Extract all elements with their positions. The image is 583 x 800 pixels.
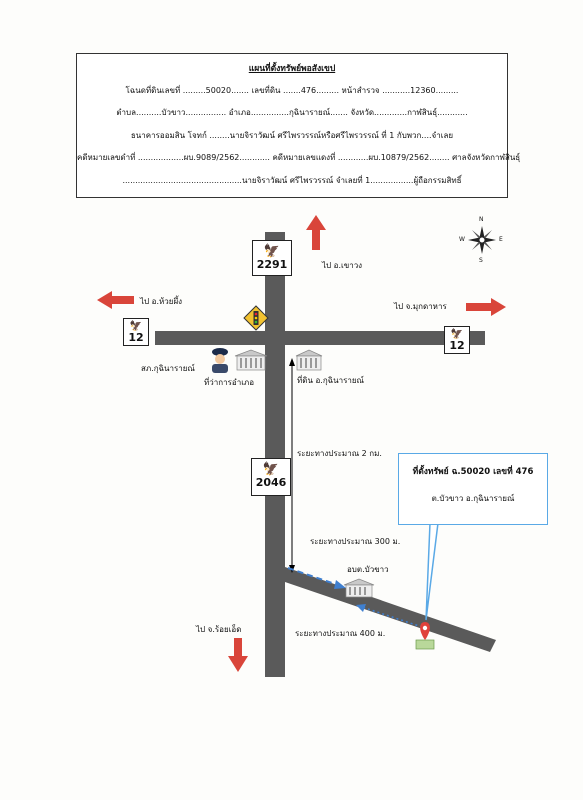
route-12-left-label: 12	[128, 331, 144, 344]
arrow-right-red	[466, 298, 506, 316]
route-12-right-shield	[444, 326, 470, 354]
property-callout-box	[398, 453, 548, 525]
header-case-line: คดีหมายเลขดำที่ ..................ผบ.9089/2562............ คดีหมายเลขแดงที่ ............ผบ.10879/2562........ ศาลจังหวัดกาฬสินธุ์	[77, 153, 521, 162]
garuda-emblem-icon: 🦅	[129, 321, 143, 332]
arrow-left-red	[97, 291, 134, 309]
callout-pointer	[426, 523, 438, 620]
compass-e: E	[499, 236, 503, 243]
arrow-up-red	[306, 215, 326, 250]
callout-title: ที่ตั้งทรัพย์ ฉ.50020 เลขที่ 476	[412, 467, 534, 477]
compass-s: S	[479, 257, 483, 264]
land-office-building-icon	[296, 350, 322, 370]
route-2291-shield	[252, 240, 292, 276]
header-title: แผนที่ตั้งทรัพย์พอสังเขป	[248, 64, 336, 74]
label-distance-400m: ระยะทางประมาณ 400 ม.	[295, 629, 386, 638]
compass-w: W	[459, 236, 465, 243]
route-2291-label: 2291	[256, 258, 288, 271]
label-distance-2km: ระยะทางประมาณ 2 กม.	[297, 449, 382, 458]
label-to-huaiphueng: ไป อ.ห้วยผึ้ง	[140, 297, 183, 306]
label-land-office: ที่ดิน อ.กุฉินารายณ์	[297, 376, 364, 385]
sao-building-icon	[344, 579, 374, 597]
garuda-emblem-icon: 🦅	[450, 329, 464, 340]
road-vertical	[265, 232, 285, 677]
label-to-roiet: ไป จ.ร้อยเอ็ด	[196, 625, 242, 634]
header-owner-line: ...............................................นายจิราวัฒน์ ศรีไพรวรรณ์ จำเลยที่ 1.................ผู้ถือกรรมสิทธิ์	[122, 176, 462, 185]
label-sao: อบต.บัวขาว	[347, 565, 389, 574]
district-office-building-icon	[235, 350, 267, 370]
police-officer-icon	[212, 348, 228, 373]
compass-rose-icon	[468, 226, 496, 254]
route-2046-shield	[251, 458, 291, 496]
label-district-office: ที่ว่าการอำเภอ	[204, 378, 254, 387]
road-horizontal	[155, 331, 485, 345]
callout-subtitle: ต.บัวขาว อ.กุฉินารายณ์	[431, 494, 515, 503]
garuda-emblem-icon: 🦅	[262, 462, 280, 477]
garuda-emblem-icon: 🦅	[263, 244, 281, 259]
header-parties-line: ธนาคารออมสิน โจทก์ ........นายจิราวัฒน์ ศรีไพรวรรณ์หรือศรีไพรวรรณ์ ที่ 1 กับพวก....จำเลย	[130, 131, 454, 140]
route-2046-label: 2046	[255, 476, 287, 489]
header-deed-line: โฉนดที่ดินเลขที่ .........50020....... เลขที่ดิน .......476......... หน้าสำรวจ ...........12360.........	[125, 86, 459, 95]
label-police-station: สภ.กุฉินารายณ์	[141, 364, 195, 373]
arrow-down-red	[228, 638, 248, 672]
route-12-left-shield	[123, 318, 149, 346]
label-distance-300m: ระยะทางประมาณ 300 ม.	[310, 537, 401, 546]
header-location-line: ตำบล..........บัวขาว................ อำเภอ...............กุฉินารายณ์....... จังหวัด.............กาฬสินธุ์............	[116, 108, 468, 117]
route-12-right-label: 12	[449, 339, 465, 352]
traffic-light-sign-icon	[244, 306, 268, 330]
label-to-mukdahan: ไป จ.มุกดาหาร	[394, 302, 447, 311]
label-to-khaowong: ไป อ.เขาวง	[322, 261, 363, 270]
compass-n: N	[479, 216, 484, 223]
